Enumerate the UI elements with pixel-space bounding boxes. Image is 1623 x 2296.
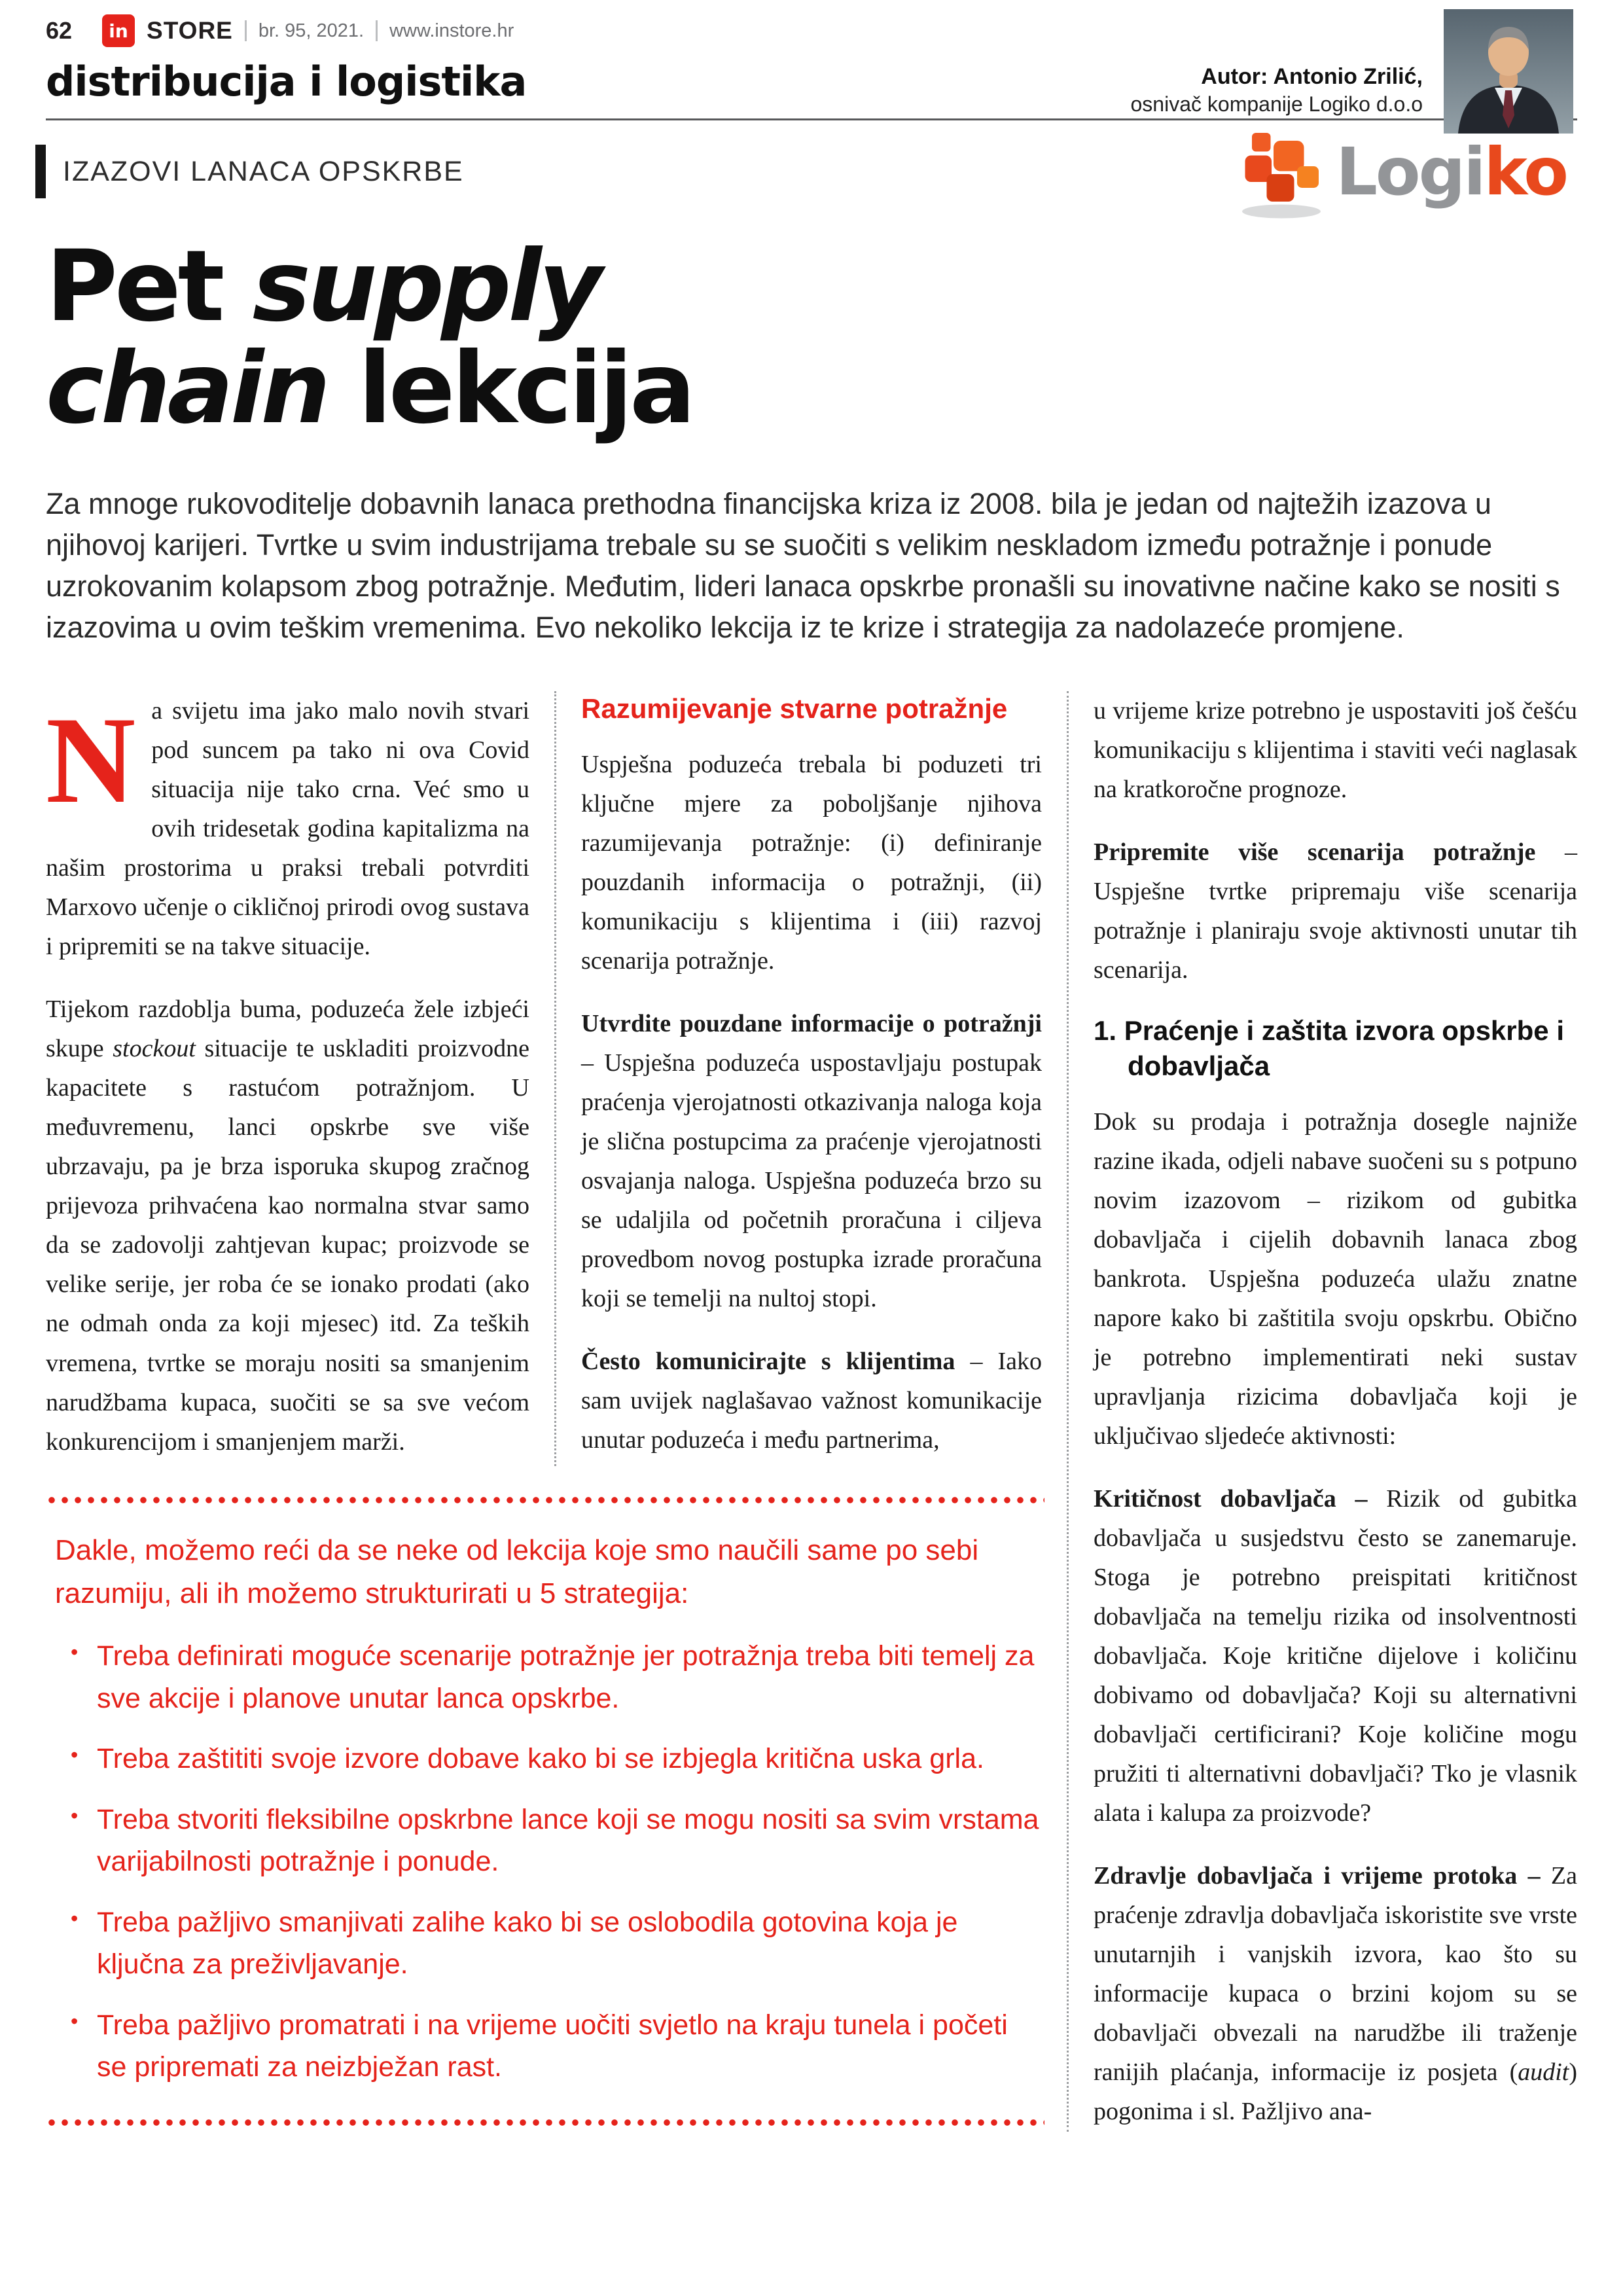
bold-leadin: Kritičnost dobavljača – <box>1094 1485 1368 1513</box>
issue-label: br. 95, 2021. <box>258 20 365 41</box>
italic-term: audit <box>1518 2058 1569 2087</box>
bold-leadin: Često komunicirajte s klijentima <box>581 1348 955 1376</box>
paragraph <box>581 1342 1042 1460</box>
paragraph: Dok su prodaja i potražnja dosegle najniže razine ikada, odjeli nabave suočeni su s potpuno novim izazovom – rizikom od gubitka dobavljača i cijelih dobavnih lanaca zbog bankrota. Uspješna poduzeća ulažu znatne napore kako bi zaštitila svoju opskrbu. Obično je potrebno implementirati neki sustav upravljanja rizicima dobavljača koji je uključivao sljedeće aktivnosti: <box>1094 1107 1577 1450</box>
column-1 <box>46 691 556 1466</box>
separator-bar <box>376 20 378 41</box>
paragraph <box>46 990 529 1461</box>
kicker-bar <box>35 145 46 198</box>
lead-paragraph: Za mnoge rukovoditelje dobavnih lanaca prethodna financijska kriza iz 2008. bila je jedan od najtežih izazova u njihovoj karijeri. Tvrtke u svim industrijama trebale su se suočiti s velikim neskladom između potražnje i ponude uzrokovanim kolapsom zbog potražnje. Međutim, lideri lanaca opskrbe pronašli su inovativne načine kako se nositi s izazovima u ovim teškim vremenima. Evo nekoliko lekcija iz te krize i strategija za nadolazeće promjene. <box>46 487 1560 644</box>
strategy-callout <box>46 1496 1044 2131</box>
author-name: Autor: Antonio Zrilić, <box>1201 64 1423 89</box>
paragraph-text: – Uspješna poduzeća uspostavljaju postupak praćenja vjerojatnosti otkazivanja naloga koja je slična postupcima za praćenje vjerojatnosti osvajanja naloga. Uspješna poduzeća brzo su se udaljila od početnih proračuna i ciljeva provedbom novog postupka izrade proračuna koji se temelji na nultoj stopi. <box>581 1049 1042 1313</box>
paragraph-text: Za praćenje zdravlja dobavljača iskoristite sve vrste unutarnjih i vanjskih izvora, kao što su informacije kupaca o brzini kojom su se dobavljači obvezali na narudžbe ili traženje ranijih plaćanja, informacije iz posjeta ( <box>1094 1862 1577 2087</box>
kicker-label: IZAZOVI LANACA OPSKRBE <box>63 155 464 187</box>
brand-row <box>46 14 1577 47</box>
strategy-item: • Treba pažljivo promatrati i na vrijeme uočiti svjetlo na kraju tunela i početi se pripremati za neizbježan rast. <box>55 2004 1044 2089</box>
bold-leadin: Utvrdite pouzdane informacije o potražnji <box>581 1009 1042 1037</box>
column-3 <box>1067 691 1577 2132</box>
author-block <box>1131 63 1423 117</box>
paragraph <box>1094 1856 1577 2131</box>
paragraph: u vrijeme krize potrebno je uspostaviti još češću komunikaciju s klijentima i staviti veći naglasak na kratkoročne prognoze. <box>1094 697 1577 804</box>
paragraph <box>581 1004 1042 1318</box>
strategy-list <box>55 1635 1044 2089</box>
strategy-item: • Treba zaštititi svoje izvore dobave kako bi se izbjegla kritična uska grla. <box>55 1738 1044 1780</box>
subheading-real-demand: Razumijevanje stvarne potražnje <box>581 693 1008 724</box>
paragraph: Uspješna poduzeća trebala bi poduzeti tri ključne mjere za poboljšanje njihova razumijevanja potražnje: (i) definiranje pouzdanih informacija o potražnji, (ii) komunikaciju s klijentima i (iii) razvoj scenarija potražnje. <box>581 750 1042 975</box>
bold-leadin: Zdravlje dobavljača i vrijeme protoka – <box>1094 1862 1541 1890</box>
brand-name: STORE <box>147 17 233 44</box>
logiko-logo <box>1232 123 1567 221</box>
logiko-wordmark <box>1336 134 1567 210</box>
logiko-logo-icon <box>1232 123 1330 221</box>
header-divider <box>46 118 1577 120</box>
headline-line-2 <box>46 332 1577 446</box>
paragraph-text: situacije te uskladiti proizvodne kapacitete s rastućom potražnjom. U međuvremenu, lanci opskrbe sve više ubrzavaju, pa je brza isporuka skupog zračnog prijevoza prihvaćena kao normalna stvar samo da se zadovolji zahtjevan kupac; proizvode se velike serije, jer roba će se ionako prodati (ako ne odmah onda za koji mjesec) itd. Za teških vremena, tvrtke se moraju nositi sa smanjenim narudžbama kupaca, suočiti se sa sve većom konkurencijom i smanjenjem marži. <box>46 1035 530 1456</box>
italic-term: stockout <box>113 1035 196 1063</box>
website-link[interactable]: www.instore.hr <box>389 20 514 41</box>
paragraph-text: a svijetu ima jako malo novih stvari pod suncem pa tako ni ova Covid situacija nije tako crna. Već smo u ovih tridesetak godina kapitalizma na našim prostorima u praksi trebali potvrditi Marxovo učenje o cikličnoj prirodi ovog sustava i pripremiti se na takve situacije. <box>46 697 529 961</box>
headline-line-1 <box>46 230 1577 344</box>
strategy-item: • Treba stvoriti fleksibilne opskrbne lance koji se mogu nositi sa svim vrstama varijabilnosti potražnje i ponude. <box>55 1799 1044 1883</box>
author-photo <box>1444 9 1573 134</box>
section-title: distribucija i logistika <box>46 58 527 105</box>
strategy-item: • Treba definirati moguće scenarije potražnje jer potražnja treba biti temelj za sve akcije i planove unutar lanca opskrbe. <box>55 1635 1044 1719</box>
paragraph-text: Rizik od gubitka dobavljača u susjedstvu često se zanemaruje. Stoga je potrebno preispitati kritičnost dobavljača na temelju rizika od insolventnosti dobavljača. Koje kritične dijelove i količinu dobivamo od dobavljača? Koji su alternativni dobavljači certificirani? Koje količine mogu pružiti ti alternativni dobavljači? Tko je vlasnik alata i kalupa za proizvode? <box>1094 1485 1577 1827</box>
logiko-word-orange: ko <box>1484 134 1567 210</box>
bold-leadin: Pripremite više scenarija potražnje <box>1094 838 1536 867</box>
paragraph <box>1094 1479 1577 1833</box>
paragraph-text: – Uspješne tvrtke pripremaju više scenarija potražnje i planiraju svoje aktivnosti unutar tih scenarija. <box>1094 838 1578 984</box>
paragraph-text: – Iako sam uvijek naglašavao važnost komunikacije unutar poduzeća i među partnerima, <box>581 1348 1042 1454</box>
paragraph <box>46 691 529 966</box>
headline-word-supply: supply <box>252 230 599 344</box>
paragraph <box>1094 833 1577 990</box>
paragraph-text: Tijekom razdoblja buma, poduzeća žele izbjeći skupe <box>46 996 529 1063</box>
instore-logo-mark: in <box>109 20 128 42</box>
logiko-word-gray: Logi <box>1336 134 1484 210</box>
headline-word-pet: Pet <box>46 230 253 344</box>
article-headline <box>46 230 1577 446</box>
column-2 <box>556 691 1067 1466</box>
separator-bar <box>245 20 247 41</box>
author-portrait-illustration <box>1444 9 1573 134</box>
author-role: osnivač kompanije Logiko d.o.o <box>1130 92 1423 116</box>
headline-word-lekcija: lekcija <box>327 332 693 446</box>
dropcap: N <box>46 692 136 829</box>
page-header <box>46 14 1577 116</box>
headline-word-chain: chain <box>46 332 328 446</box>
subheading-supply-protection: 1. Praćenje i zaštita izvora opskrbe i dobavljača <box>1094 1015 1564 1081</box>
page-number: 62 <box>46 17 73 44</box>
instore-logo-icon <box>102 14 135 47</box>
paragraph-text: ) pogonima i sl. Pažljivo ana- <box>1094 2058 1577 2126</box>
article-columns <box>46 691 1577 2132</box>
callout-intro: Dakle, možemo reći da se neke od lekcija koje smo naučili same po sebi razumiju, ali ih možemo strukturirati u 5 strategija: <box>55 1534 979 1610</box>
strategy-item: • Treba pažljivo smanjivati zalihe kako bi se oslobodila gotovina koja je ključna za preživljavanje. <box>55 1901 1044 1986</box>
